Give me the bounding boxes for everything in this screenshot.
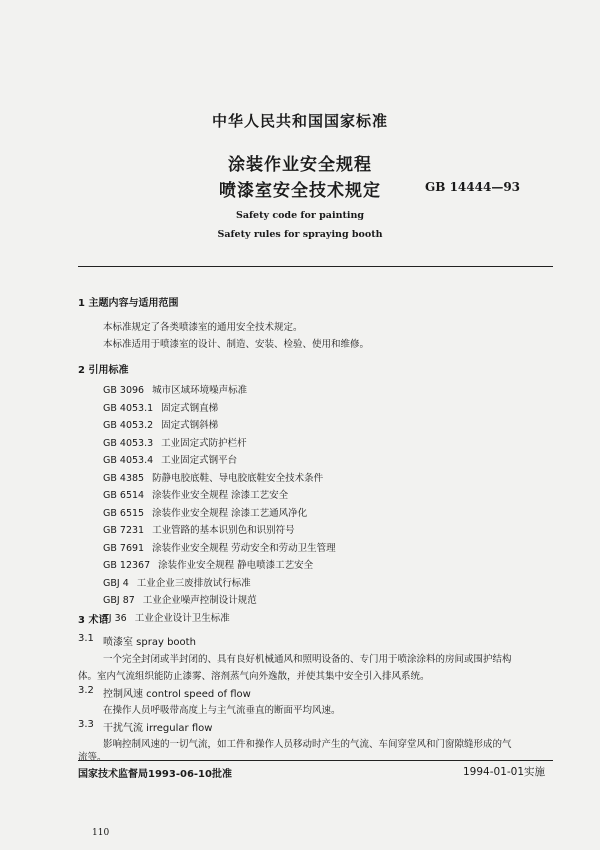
english-title-1: Safety code for painting — [235, 210, 365, 221]
reference-title: 工业企业三废排放试行标准 — [136, 577, 251, 589]
reference-title: 固定式钢斜梯 — [161, 420, 219, 431]
reference-code: TJ 36 — [103, 612, 127, 624]
reference-title: 工业固定式钢平台 — [161, 455, 238, 466]
term-3-1-line-2: 体。室内气流组织能防止漆雾、溶剂蒸气向外逸散，并使其集中安全引入排风系统。 — [78, 671, 430, 682]
page-number: 110 — [92, 828, 110, 838]
reference-code: GB 4053.2 — [103, 420, 154, 431]
term-3-2-line-1: 在操作人员呼吸带高度上与主气流垂直的断面平均风速。 — [103, 705, 341, 716]
english-title-2: Safety rules for spraying booth — [217, 229, 383, 240]
approval-date: 国家技术监督局1993-06-10批准 — [78, 769, 232, 780]
term-3-3-title: 干扰气流 irregular flow — [103, 723, 213, 734]
reference-title: 工业企业设计卫生标准 — [134, 612, 230, 624]
reference-item — [103, 435, 247, 449]
reference-title: 防静电胶底鞋、导电胶底鞋安全技术条件 — [152, 472, 324, 484]
reference-item — [103, 487, 288, 501]
bottom-divider — [78, 760, 553, 761]
term-3-1-title: 喷漆室 spray booth — [103, 637, 196, 648]
section-1-para-1: 本标准规定了各类喷漆室的通用安全技术规定。 — [103, 322, 303, 333]
reference-item — [103, 522, 295, 536]
reference-code: GB 4053.1 — [103, 402, 154, 414]
reference-title: 涂装作业安全规程 劳动安全和劳动卫生管理 — [152, 542, 336, 554]
reference-item — [103, 575, 251, 589]
reference-item — [103, 592, 257, 606]
implementation-date: 1994-01-01实施 — [463, 766, 546, 778]
issuing-organization: 中华人民共和国国家标准 — [211, 112, 388, 130]
term-3-1-number: 3.1 — [78, 633, 94, 644]
reference-title: 固定式钢直梯 — [161, 402, 219, 414]
top-divider — [78, 266, 553, 267]
reference-title: 工业固定式防护栏杆 — [161, 437, 247, 449]
reference-code: GB 12367 — [103, 560, 151, 571]
reference-code: GB 4053.3 — [103, 437, 154, 449]
reference-title: 工业管路的基本识别色和识别符号 — [152, 525, 295, 536]
section-1-para-2: 本标准适用于喷漆室的设计、制造、安装、检验、使用和维修。 — [103, 339, 370, 350]
reference-item — [103, 540, 336, 554]
reference-code: GB 7231 — [103, 525, 145, 536]
standard-number: GB 14444—93 — [425, 180, 521, 194]
term-3-2-number: 3.2 — [78, 685, 94, 696]
reference-code: GB 7691 — [103, 542, 145, 554]
title-line-2: 喷漆室安全技术规定 — [219, 181, 381, 201]
reference-title: 城市区域环境噪声标准 — [152, 385, 248, 396]
reference-item — [103, 610, 230, 624]
reference-title: 涂装作业安全规程 涂漆工艺通风净化 — [152, 507, 308, 519]
title-line-1: 涂装作业安全规程 — [228, 155, 372, 175]
reference-title: 涂装作业安全规程 涂漆工艺安全 — [152, 490, 289, 501]
reference-title: 涂装作业安全规程 静电喷漆工艺安全 — [158, 560, 314, 571]
reference-item — [103, 470, 323, 484]
reference-item — [103, 382, 247, 396]
reference-code: GB 4053.4 — [103, 455, 154, 466]
reference-item — [103, 505, 307, 519]
reference-code: GB 3096 — [103, 385, 145, 396]
reference-item — [103, 452, 237, 466]
reference-item — [103, 557, 313, 571]
reference-item — [103, 400, 218, 414]
section-2-heading: 2 引用标准 — [78, 365, 129, 376]
reference-code: GBJ 4 — [103, 577, 129, 589]
term-3-3-line-2: 流等。 — [78, 752, 107, 763]
term-3-3-number: 3.3 — [78, 719, 94, 730]
reference-item — [103, 417, 218, 431]
reference-code: GBJ 87 — [103, 595, 135, 606]
section-3-heading: 3 术语 — [78, 615, 109, 626]
reference-title: 工业企业噪声控制设计规范 — [142, 595, 257, 606]
reference-code: GB 4385 — [103, 472, 145, 484]
reference-code: GB 6515 — [103, 507, 145, 519]
term-3-1-line-1: 一个完全封闭或半封闭的、具有良好机械通风和照明设备的、专门用于喷涂涂料的房间或围护结构 — [103, 654, 512, 665]
term-3-2-title: 控制风速 control speed of flow — [103, 689, 251, 700]
reference-code: GB 6514 — [103, 490, 145, 501]
section-1-heading: 1 主题内容与适用范围 — [78, 298, 179, 309]
term-3-3-line-1: 影响控制风速的一切气流，如工件和操作人员移动时产生的气流、车间穿堂风和门窗隙缝形成的气 — [103, 739, 512, 750]
